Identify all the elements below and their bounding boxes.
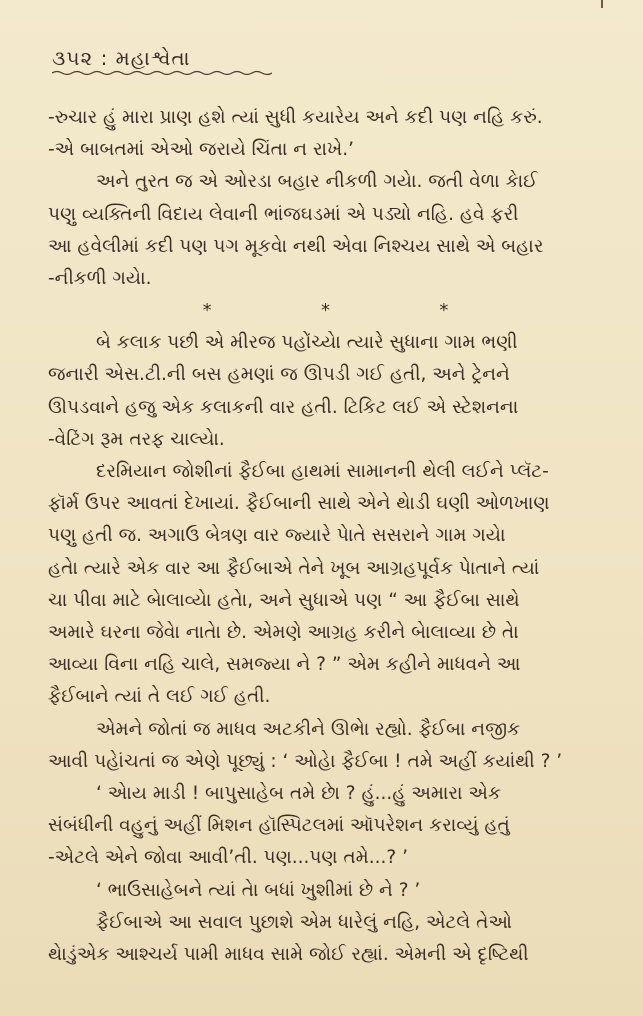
text-line: આવી પહેાંચતાં જ એણે પૂછ્યું : ‘ ઓહેા ફૈઈબા ! તમે અહીં કયાંથી ? ’: [48, 750, 563, 772]
paragraph: [48, 778, 613, 875]
section-break-star: *: [202, 300, 212, 322]
paragraph: [48, 327, 613, 456]
paragraph: [48, 456, 613, 714]
text-line: આવ્યા વિના નહિ ચાલે, સમજ્યા ને ? ” એમ કહીને માધવને આ: [48, 654, 521, 676]
text-line: -નીકળી ગયેા.: [48, 268, 152, 290]
section-break: [48, 295, 613, 327]
page-header: [52, 46, 191, 76]
text-line: હતેા ત્યારે એક વાર આ ફૈઈબાએ તેને ખૂબ આગ્રહપૂર્વક પેાતાને ત્યાં: [48, 557, 540, 579]
book-title: મહાશ્વેતા: [115, 46, 191, 70]
text-line: -એટલે એને જોવા આવી’તી. પણ...પણ તમે...? ’: [48, 847, 408, 869]
text-line: ફૉર્મ ઉપર આવતાં દેખાયાં. ફૈઈબાની સાથે એને થેાડી ઘણી ઓળખાણ: [48, 493, 550, 515]
text-line: જનારી એસ.ટી.ની બસ હમણાં જ ઊપડી ગઈ હતી, અને ટ્રેનને: [48, 364, 510, 386]
text-line: ફૈઈબાએ આ સવાલ પુછાશે એમ ધારેલું નહિ, એટલે તેઓ: [96, 911, 512, 933]
body-text: [48, 102, 613, 971]
text-line: અને તુરત જ એ ઓરડા બહાર નીકળી ગયેા. જતી વેળા કેાઈ: [96, 171, 538, 193]
header-wavy-rule: [52, 70, 272, 76]
text-line: આ હવેલીમાં કદી પણ પગ મૂકવેા નથી એવા નિશ્ચય સાથે એ બહાર: [48, 235, 544, 257]
paragraph: [48, 166, 613, 295]
text-line: પણુ વ્યક્તિની વિદાય લેવાની ભાંજઘડમાં એ પડ્યો નહિ. હવે ફરી: [48, 203, 519, 225]
text-line: ચા પીવા માટે બેાલાવ્યેા હતેા, અને સુધાએ પણ “ આ ફૈઈબા સાથે: [48, 589, 520, 611]
page-number: ૩૫૨: [52, 46, 94, 70]
text-line: ફૈઈબાને ત્યાં તે લઈ ગઈ હતી.: [48, 686, 271, 708]
paragraph: [48, 102, 613, 166]
header-separator: :: [100, 46, 109, 70]
section-break-star: *: [320, 300, 330, 322]
text-line: -એ બાબતમાં એઓ જરાયે ચિંતા ન રાખે.’: [48, 139, 355, 161]
text-line: ‘ એાય માડી ! બાપુસાહેબ તમે છેા ? હું...હું અમારા એક: [96, 783, 501, 805]
section-break-star: *: [439, 300, 449, 322]
corner-mark: [601, 0, 603, 8]
text-line: પણુ હતી જ. અગાઉ બેત્રણ વાર જ્યારે પેાતે સસરાને ગામ ગયેા: [48, 525, 506, 547]
text-line: એમને જોતાં જ માધવ અટકીને ઊભેા રહ્યો. ફૈઈબા નજીક: [96, 718, 521, 740]
text-line: બે કલાક પછી એ મીરજ પહોંચ્યેા ત્યારે સુધાના ગામ ભણી: [96, 332, 518, 354]
text-line: થેાડુંએક આશ્ચર્ય પામી માધવ સામે જોઈ રહ્યાં. એમની એ દૃષ્ટિથી: [48, 944, 529, 966]
text-line: દરમિયાન જોશીનાં ફૈઈબા હાથમાં સામાનની થેલી લઈને પ્લૅટ-: [96, 461, 549, 483]
paragraph: [48, 714, 613, 778]
text-line: ઊપડવાને હજુ એક કલાકની વાર હતી. ટિકિટ લઈ એ સ્ટેશનના: [48, 396, 519, 418]
paragraph: [48, 907, 613, 971]
paragraph: [48, 875, 613, 907]
text-line: સંબંધીની વહુનું અહીં મિશન હૉસ્પિટલમાં ઑપરેશન કરાવ્યું હતું: [48, 815, 510, 837]
text-line: -રુચાર હું મારા પ્રાણ હશે ત્યાં સુધી કયારેય અને કદી પણ નહિ કરું.: [48, 107, 543, 128]
text-line: -વેટિંગ રૂમ તરફ ચાલ્યેા.: [48, 428, 225, 450]
text-line: અમારે ઘરના જેવેા નાતેા છે. એમણે આગ્રહ કરીને બેાલાવ્યા છે તેા: [48, 622, 519, 644]
text-line: ‘ ભાઉસાહેબને ત્યાં તેા બધાં ખુશીમાં છે ને ? ’: [96, 879, 421, 901]
